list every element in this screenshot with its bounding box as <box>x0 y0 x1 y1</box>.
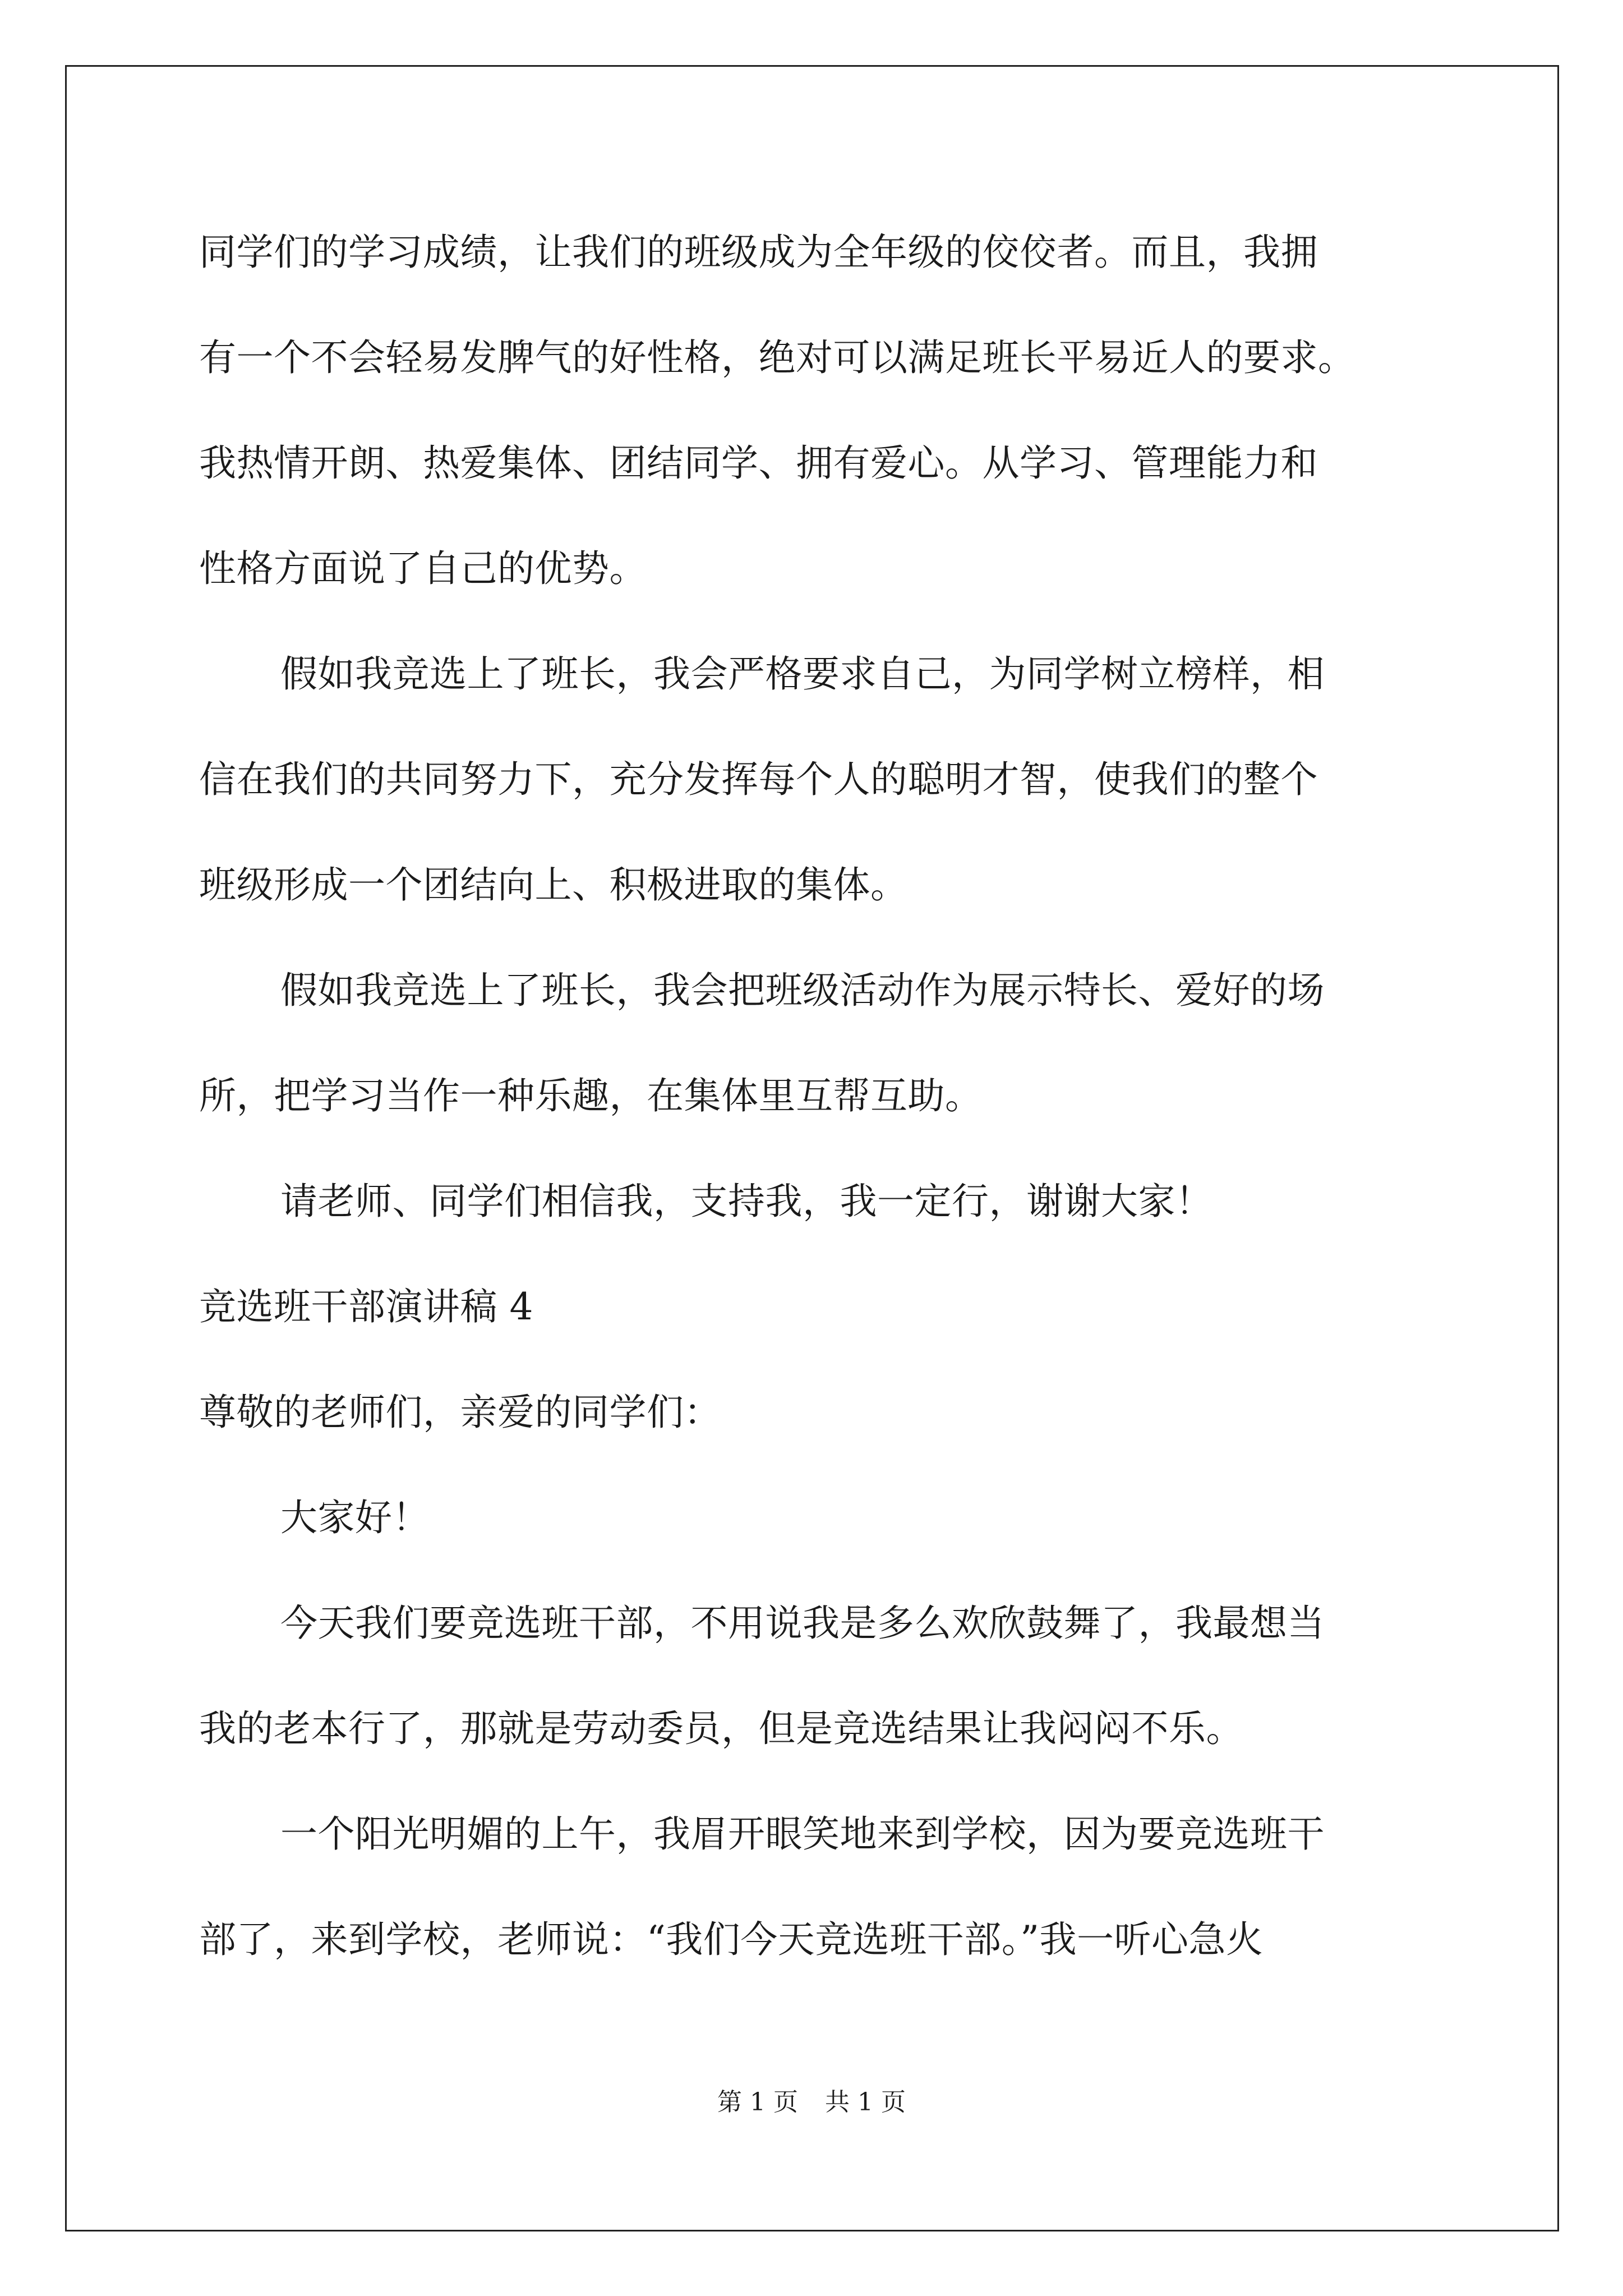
body-line: 部了，来到学校，老师说：“我们今天竞选班干部。”我一听心急火 <box>199 1918 1264 1961</box>
page-border <box>65 65 1559 2231</box>
salutation: 尊敬的老师们，亲爱的同学们： <box>199 1391 721 1434</box>
paragraph-first-line: 假如我竞选上了班长，我会严格要求自己，为同学树立榜样，相 <box>280 652 1325 696</box>
body-line: 同学们的学习成绩，让我们的班级成为全年级的佼佼者。而且，我拥 <box>199 231 1318 274</box>
paragraph-first-line: 请老师、同学们相信我，支持我，我一定行，谢谢大家！ <box>280 1180 1213 1223</box>
paragraph-first-line: 今天我们要竞选班干部，不用说我是多么欢欣鼓舞了，我最想当 <box>280 1602 1325 1645</box>
body-line: 信在我们的共同努力下，充分发挥每个人的聪明才智，使我们的整个 <box>199 758 1318 801</box>
page-number: 第 1 页 <box>717 2088 798 2116</box>
body-line: 班级形成一个团结向上、积极进取的集体。 <box>199 863 908 907</box>
paragraph-first-line: 一个阳光明媚的上午，我眉开眼笑地来到学校，因为要竞选班干 <box>280 1812 1325 1856</box>
body-line: 有一个不会轻易发脾气的好性格，绝对可以满足班长平易近人的要求。 <box>199 336 1355 379</box>
body-line: 性格方面说了自己的优势。 <box>199 547 647 590</box>
body-line: 我的老本行了，那就是劳动委员，但是竞选结果让我闷闷不乐。 <box>199 1707 1243 1750</box>
paragraph-first-line: 假如我竞选上了班长，我会把班级活动作为展示特长、爱好的场 <box>280 969 1325 1012</box>
body-line: 所，把学习当作一种乐趣，在集体里互帮互助。 <box>199 1074 983 1117</box>
page-total: 共 1 页 <box>825 2088 906 2116</box>
body-line: 我热情开朗、热爱集体、团结同学、拥有爱心。从学习、管理能力和 <box>199 441 1318 485</box>
section-heading: 竞选班干部演讲稿 4 <box>199 1285 533 1328</box>
greeting: 大家好！ <box>280 1496 430 1539</box>
page-footer <box>0 2087 1623 2118</box>
